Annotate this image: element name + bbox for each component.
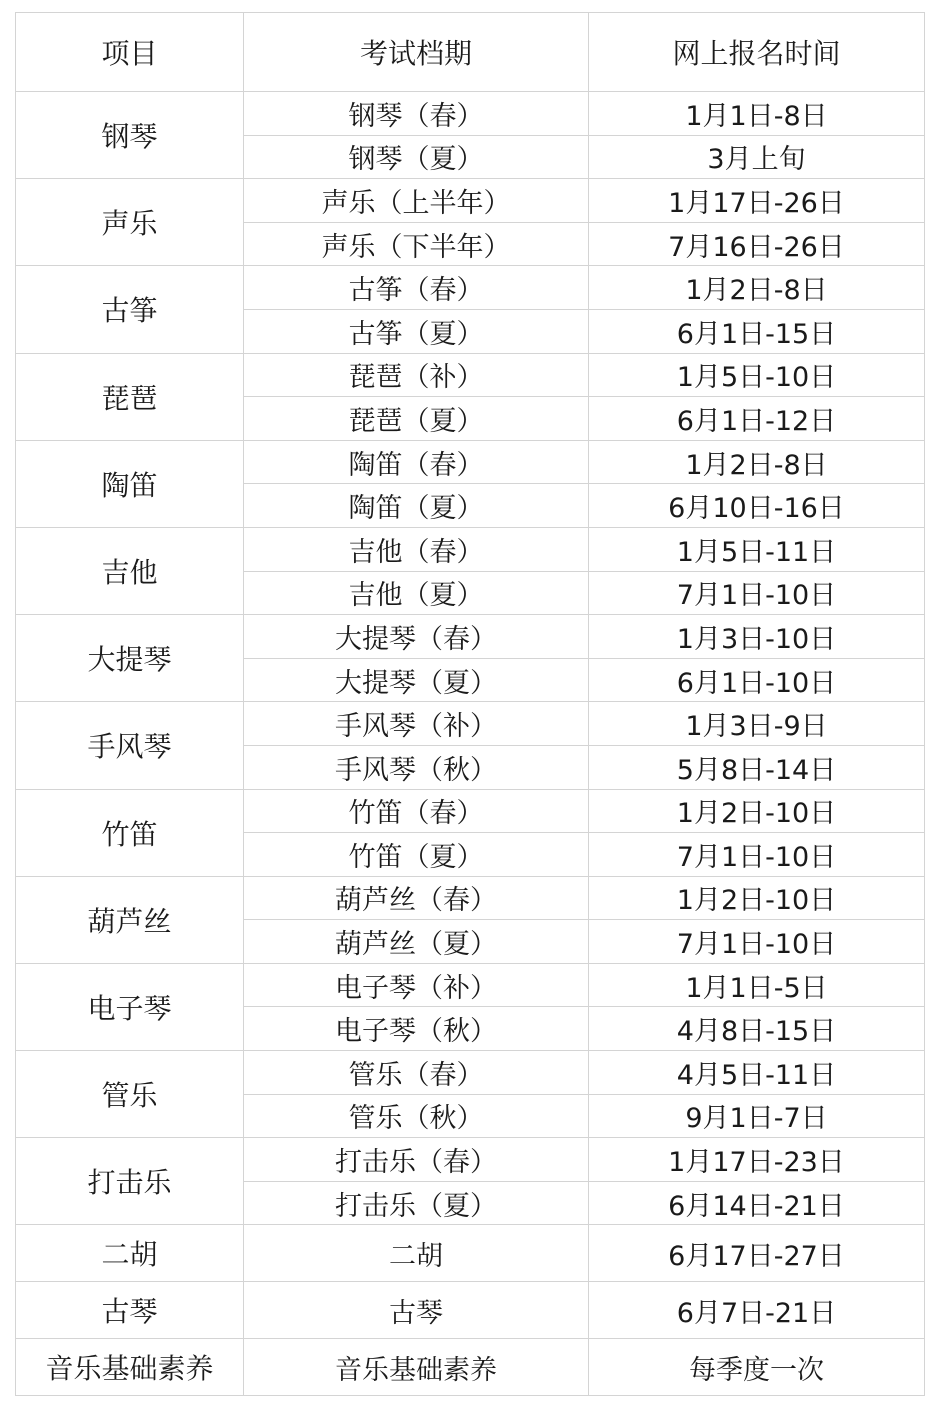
cell-registration-time: 6月17日-27日 [589, 1225, 925, 1282]
cell-registration-time: 1月1日-5日 [589, 963, 925, 1007]
cell-item: 电子琴 [16, 963, 244, 1050]
cell-session: 手风琴（秋） [244, 745, 589, 789]
cell-registration-time: 6月1日-10日 [589, 658, 925, 702]
table-row [16, 702, 925, 746]
table-row [16, 266, 925, 310]
cell-registration-time: 5月8日-14日 [589, 745, 925, 789]
table-row [16, 353, 925, 397]
table-row [16, 1225, 925, 1282]
cell-session: 吉他（夏） [244, 571, 589, 615]
cell-registration-time: 7月1日-10日 [589, 571, 925, 615]
cell-registration-time: 9月1日-7日 [589, 1094, 925, 1138]
table-row [16, 92, 925, 136]
cell-item: 打击乐 [16, 1138, 244, 1225]
header-session: 考试档期 [244, 13, 589, 92]
cell-session: 竹笛（夏） [244, 833, 589, 877]
cell-item: 大提琴 [16, 615, 244, 702]
table-body [16, 92, 925, 1396]
table-row [16, 440, 925, 484]
cell-registration-time: 1月17日-26日 [589, 179, 925, 223]
cell-item: 音乐基础素养 [16, 1339, 244, 1396]
table-row [16, 1051, 925, 1095]
table-row [16, 527, 925, 571]
cell-session: 古琴 [244, 1282, 589, 1339]
cell-session: 钢琴（夏） [244, 135, 589, 179]
table-header [16, 13, 925, 92]
cell-registration-time: 6月1日-15日 [589, 309, 925, 353]
cell-session: 打击乐（春） [244, 1138, 589, 1182]
table-row [16, 1138, 925, 1182]
cell-session: 管乐（秋） [244, 1094, 589, 1138]
cell-session: 古筝（春） [244, 266, 589, 310]
cell-item: 葫芦丝 [16, 876, 244, 963]
cell-registration-time: 6月1日-12日 [589, 397, 925, 441]
table-row [16, 179, 925, 223]
registration-table-container [15, 12, 924, 1396]
cell-session: 管乐（春） [244, 1051, 589, 1095]
cell-session: 陶笛（春） [244, 440, 589, 484]
cell-registration-time: 1月1日-8日 [589, 92, 925, 136]
cell-session: 吉他（春） [244, 527, 589, 571]
cell-registration-time: 每季度一次 [589, 1339, 925, 1396]
table-row [16, 615, 925, 659]
cell-registration-time: 3月上旬 [589, 135, 925, 179]
cell-session: 琵琶（补） [244, 353, 589, 397]
cell-registration-time: 7月1日-10日 [589, 920, 925, 964]
cell-item: 吉他 [16, 527, 244, 614]
cell-registration-time: 4月8日-15日 [589, 1007, 925, 1051]
cell-session: 打击乐（夏） [244, 1181, 589, 1225]
cell-item: 古琴 [16, 1282, 244, 1339]
cell-session: 竹笛（春） [244, 789, 589, 833]
cell-session: 大提琴（春） [244, 615, 589, 659]
cell-session: 电子琴（秋） [244, 1007, 589, 1051]
cell-registration-time: 1月5日-11日 [589, 527, 925, 571]
cell-registration-time: 1月3日-9日 [589, 702, 925, 746]
cell-session: 手风琴（补） [244, 702, 589, 746]
cell-registration-time: 6月14日-21日 [589, 1181, 925, 1225]
cell-session: 大提琴（夏） [244, 658, 589, 702]
table-row [16, 1282, 925, 1339]
header-row [16, 13, 925, 92]
cell-item: 古筝 [16, 266, 244, 353]
cell-item: 竹笛 [16, 789, 244, 876]
cell-session: 琵琶（夏） [244, 397, 589, 441]
cell-registration-time: 6月10日-16日 [589, 484, 925, 528]
cell-session: 葫芦丝（夏） [244, 920, 589, 964]
cell-registration-time: 7月16日-26日 [589, 222, 925, 266]
cell-item: 手风琴 [16, 702, 244, 789]
cell-registration-time: 6月7日-21日 [589, 1282, 925, 1339]
registration-schedule-table [15, 12, 925, 1396]
table-row [16, 1339, 925, 1396]
cell-registration-time: 7月1日-10日 [589, 833, 925, 877]
cell-session: 音乐基础素养 [244, 1339, 589, 1396]
cell-session: 电子琴（补） [244, 963, 589, 1007]
table-row [16, 789, 925, 833]
cell-item: 陶笛 [16, 440, 244, 527]
header-registration-time: 网上报名时间 [589, 13, 925, 92]
table-row [16, 876, 925, 920]
cell-session: 葫芦丝（春） [244, 876, 589, 920]
cell-session: 古筝（夏） [244, 309, 589, 353]
cell-item: 二胡 [16, 1225, 244, 1282]
cell-item: 钢琴 [16, 92, 244, 179]
cell-session: 陶笛（夏） [244, 484, 589, 528]
cell-registration-time: 1月17日-23日 [589, 1138, 925, 1182]
cell-item: 管乐 [16, 1051, 244, 1138]
cell-session: 钢琴（春） [244, 92, 589, 136]
cell-registration-time: 1月2日-10日 [589, 789, 925, 833]
cell-registration-time: 4月5日-11日 [589, 1051, 925, 1095]
cell-session: 声乐（上半年） [244, 179, 589, 223]
header-item: 项目 [16, 13, 244, 92]
cell-item: 琵琶 [16, 353, 244, 440]
cell-registration-time: 1月5日-10日 [589, 353, 925, 397]
cell-registration-time: 1月3日-10日 [589, 615, 925, 659]
table-row [16, 963, 925, 1007]
cell-registration-time: 1月2日-8日 [589, 266, 925, 310]
cell-registration-time: 1月2日-8日 [589, 440, 925, 484]
cell-registration-time: 1月2日-10日 [589, 876, 925, 920]
cell-session: 二胡 [244, 1225, 589, 1282]
cell-session: 声乐（下半年） [244, 222, 589, 266]
cell-item: 声乐 [16, 179, 244, 266]
